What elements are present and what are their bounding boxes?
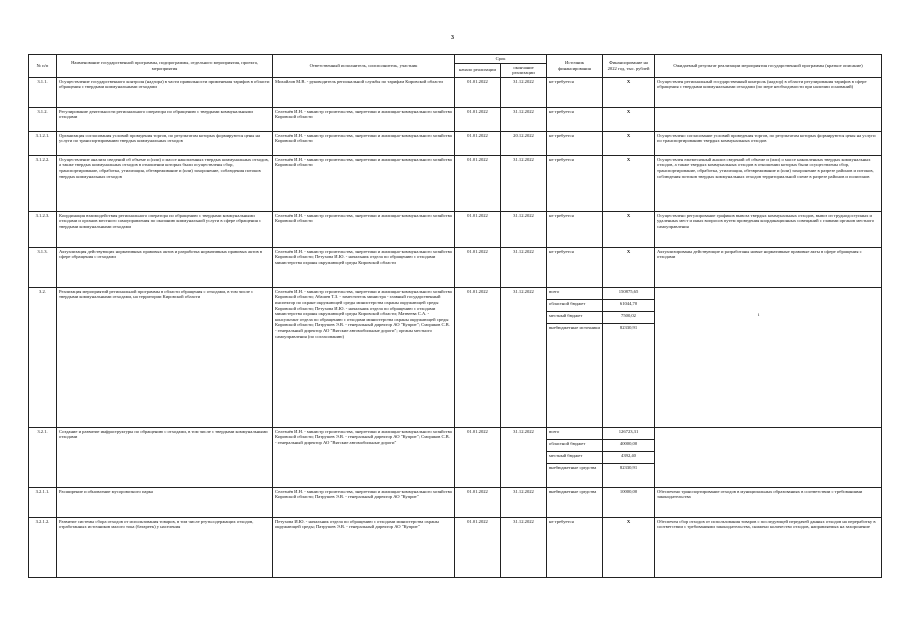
financing-value: X xyxy=(626,156,631,162)
header-source: Источник финансирования xyxy=(547,55,603,78)
row-responsible: Селезнёв И.Н. - министр строительства, энергетики и жилищно-коммунального хозяйства Кировской области; Патрушев Э.В. - генеральный директор АО "Куприт" xyxy=(273,487,455,517)
row-sources xyxy=(547,131,603,155)
row-number: 3.2.1. xyxy=(29,427,57,487)
header-row xyxy=(29,55,882,64)
row-number: 3.2. xyxy=(29,287,57,427)
row-end: 31.12.2022 xyxy=(501,155,547,211)
header-end: окончание реализации xyxy=(501,63,547,77)
row-result: Обеспечен сбор отходов от использования товаров с последующей передачей данных отходов на переработку в соответствии с требованиями законодательства, снижено количество отходов, направляемых на захоронение xyxy=(655,517,882,577)
financing-value: 61044,70 xyxy=(603,300,654,312)
source-item: не требуется xyxy=(549,212,574,218)
financing-value: X xyxy=(626,132,631,138)
table-body xyxy=(29,77,882,577)
financing-value: 126723,31 xyxy=(603,428,654,440)
row-name: Координация взаимодействия регионального оператора по обращению с твердыми коммунальными отходами и органов местного самоуправления по оказанию коммунальной услуги в сфере обращения с твердыми коммунальными отходами xyxy=(57,211,273,247)
row-number: 3.1.2. xyxy=(29,107,57,131)
table-row xyxy=(29,487,882,517)
row-name: Реализация мероприятий региональной программы в области обращения с отходами, в том числе с твердыми коммунальными отходами, на территории Кировской области xyxy=(57,287,273,427)
source-item: всего xyxy=(547,288,602,300)
row-name: Осуществление анализа сведений об объеме и (или) о массе накопленных твердых коммунальных отходов, а также твердых коммунальных отходов в отношении которых были осуществлены сбор, транспортирование, обработка, утилизация, обезвреживание и (или) захоронение, соблюдения потоков твердых коммунальных отходов xyxy=(57,155,273,211)
row-end: 31.12.2022 xyxy=(501,247,547,287)
financing-value: X xyxy=(626,248,631,254)
row-end: 31.12.2022 xyxy=(501,107,547,131)
financing-value: 4392,40 xyxy=(603,452,654,464)
header-name: Наименование государственной программы, подпрограммы, отдельного мероприятия, проекта, мероприятия xyxy=(57,55,273,78)
row-name: Актуализация действующих нормативных правовых актов и разработка нормативных правовых актов в сфере обращения с отходами xyxy=(57,247,273,287)
row-financing xyxy=(603,155,655,211)
source-item: всего xyxy=(547,428,602,440)
row-end: 31.12.2022 xyxy=(501,517,547,577)
table-row xyxy=(29,427,882,487)
row-start: 01.01.2022 xyxy=(455,131,501,155)
row-start: 01.01.2022 xyxy=(455,107,501,131)
table-row xyxy=(29,107,882,131)
row-sources xyxy=(547,211,603,247)
row-result: Обеспечено транспортирование отходов в муниципальных образованиях в соответствии с требованиями законодательства xyxy=(655,487,882,517)
row-start: 01.01.2022 xyxy=(455,211,501,247)
source-item: местный бюджет xyxy=(547,452,602,464)
row-number: 3.1.2.3. xyxy=(29,211,57,247)
source-item: не требуется xyxy=(549,132,574,138)
source-item: областной бюджет xyxy=(547,300,602,312)
row-result: Осуществлен региональный государственный контроль (надзор) в области регулирования тарифов в сфере обращения с твердыми коммунальными отходами (по мере необходимости при наличии оснований) xyxy=(655,77,882,107)
row-end: 31.12.2022 xyxy=(501,287,547,427)
stray-mark: ı xyxy=(758,313,760,318)
row-start: 01.01.2022 xyxy=(455,517,501,577)
row-number: 3.2.1.2. xyxy=(29,517,57,577)
source-item: внебюджетные средства xyxy=(549,488,597,494)
row-end: 31.12.2022 xyxy=(501,487,547,517)
source-item: местный бюджет xyxy=(547,312,602,324)
header-responsible: Ответственный исполнитель, соисполнитель, участник xyxy=(273,55,455,78)
header-term: Срок xyxy=(455,55,547,64)
row-number: 3.1.2.2. xyxy=(29,155,57,211)
row-end: 31.12.2022 xyxy=(501,211,547,247)
financing-value: 150875,65 xyxy=(603,288,654,300)
row-financing xyxy=(603,131,655,155)
row-end: 31.12.2022 xyxy=(501,427,547,487)
table-row xyxy=(29,211,882,247)
program-table xyxy=(28,54,882,578)
row-sources xyxy=(547,517,603,577)
row-name: Организация согласования условий проведения торгов, по результатам которых формируются цены на услуги по транспортированию твердых коммунальных отходов xyxy=(57,131,273,155)
row-sources xyxy=(547,427,603,487)
row-start: 01.01.2022 xyxy=(455,77,501,107)
row-sources xyxy=(547,107,603,131)
row-responsible: Селезнёв И.Н. - министр строительства, энергетики и жилищно-коммунального хозяйства Кировской области xyxy=(273,155,455,211)
row-sources xyxy=(547,487,603,517)
row-number: 3.1.2.1. xyxy=(29,131,57,155)
source-item: не требуется xyxy=(549,518,574,524)
row-name: Расширение и обновление мусоровозного парка xyxy=(57,487,273,517)
header-start: начало реализации xyxy=(455,63,501,77)
row-name: Осуществление государственного контроля (надзора) в части правильности применения тарифов в области обращения с твердыми коммунальными отходами xyxy=(57,77,273,107)
row-sources xyxy=(547,77,603,107)
row-financing xyxy=(603,487,655,517)
table-row xyxy=(29,247,882,287)
row-financing xyxy=(603,107,655,131)
row-sources xyxy=(547,247,603,287)
row-number: 3.2.1.1. xyxy=(29,487,57,517)
row-result: Осуществлено регулирование графиков вывоза твердых коммунальных отходов, вывоз из труднодоступных и удаленных мест и иных вопросов путем проведения координационных совещаний с главами органов местного самоуправления xyxy=(655,211,882,247)
row-responsible: Селезнёв И.Н. - министр строительства, энергетики и жилищно-коммунального хозяйства Кировской области; Патрушев Э.В. - генеральный директор АО "Куприт"; Сморяков С.В. - генеральный директор АО "Вятские автомобильные дороги" xyxy=(273,427,455,487)
row-financing xyxy=(603,211,655,247)
row-end: 31.12.2022 xyxy=(501,77,547,107)
row-name: Развитие системы сбора отходов от использования товаров, в том числе ртутьсодержащих отходов, отработанных источников малого тока (батареек) у населения xyxy=(57,517,273,577)
source-item: не требуется xyxy=(549,248,574,254)
row-responsible: Селезнёв И.Н. - министр строительства, энергетики и жилищно-коммунального хозяйства Кировской области xyxy=(273,107,455,131)
source-item: не требуется xyxy=(549,108,574,114)
row-sources xyxy=(547,287,603,427)
row-start: 01.01.2022 xyxy=(455,427,501,487)
row-financing xyxy=(603,427,655,487)
row-financing xyxy=(603,77,655,107)
row-result: Осуществлен ежемесячный анализ сведений об объеме и (или) о массе накопленных твердых коммунальных отходов, а также твердых коммунальных отходов в отношении которых были осуществлены сбор, транспортирование, обработка, утилизация, обезвреживание и (или) захоронение в разрезе районов и потоков, соблюдения потоков твердых коммунальных отходов территориальной схеме в разрезе районов и полигонов xyxy=(655,155,882,211)
financing-value: X xyxy=(626,78,631,84)
row-start: 01.01.2022 xyxy=(455,155,501,211)
row-sources xyxy=(547,155,603,211)
financing-value: 40000,00 xyxy=(603,440,654,452)
table-row xyxy=(29,131,882,155)
row-result xyxy=(655,427,882,487)
financing-value: X xyxy=(626,518,631,524)
source-item: областной бюджет xyxy=(547,440,602,452)
row-number: 3.1.1. xyxy=(29,77,57,107)
row-result xyxy=(655,287,882,427)
row-responsible: Селезнёв И.Н. - министр строительства, энергетики и жилищно-коммунального хозяйства Кировской области xyxy=(273,211,455,247)
row-responsible: Селезнёв И.Н. - министр строительства, энергетики и жилищно-коммунального хозяйства Кировской области; Петухова И.Ю. - начальник отдела по обращению с отходами министерства охраны окружающей среды Кировской области xyxy=(273,247,455,287)
source-item: внебюджетные источники xyxy=(549,324,600,330)
row-financing xyxy=(603,517,655,577)
source-item: не требуется xyxy=(549,156,574,162)
financing-value: 7500,02 xyxy=(603,312,654,324)
row-result: Осуществлено согласование условий проведения торгов, по результатам которых формируются цены на услуги по транспортированию твердых коммунальных отходов xyxy=(655,131,882,155)
row-financing xyxy=(603,287,655,427)
row-responsible: Селезнёв И.Н. - министр строительства, энергетики и жилищно-коммунального хозяйства Кировской области xyxy=(273,131,455,155)
row-end: 20.12.2022 xyxy=(501,131,547,155)
source-item: внебюджетные средства xyxy=(549,464,597,470)
table-row xyxy=(29,77,882,107)
header-result: Ожидаемый результат реализации мероприятия государственной программы (краткое описание) xyxy=(655,55,882,78)
row-name: Создание и развитие инфраструктуры по обращению с отходами, в том числе с твердыми коммунальными отходами xyxy=(57,427,273,487)
row-financing xyxy=(603,247,655,287)
financing-value: 82330,91 xyxy=(619,324,638,330)
row-start: 01.01.2022 xyxy=(455,487,501,517)
row-start: 01.01.2022 xyxy=(455,287,501,427)
row-responsible: Михайлов М.В. - руководитель региональной службы по тарифам Кировской области xyxy=(273,77,455,107)
financing-value: 10000,00 xyxy=(619,488,638,494)
row-name: Регулирование деятельности регионального оператора по обращению с твердыми коммунальными отходами xyxy=(57,107,273,131)
financing-value: X xyxy=(626,212,631,218)
row-number: 3.1.3. xyxy=(29,247,57,287)
financing-value: X xyxy=(626,108,631,114)
table-row xyxy=(29,287,882,427)
table-row xyxy=(29,517,882,577)
row-responsible: Петухова И.Ю. - начальник отдела по обращению с отходами министерства охраны окружающей среды; Патрушев Э.В. - генеральный директор АО "Куприт" xyxy=(273,517,455,577)
financing-value: 82330,91 xyxy=(619,464,638,470)
header-num: № п/п xyxy=(29,55,57,78)
table-row xyxy=(29,155,882,211)
source-item: не требуется xyxy=(549,78,574,84)
row-responsible: Селезнёв И.Н. - министр строительства, энергетики и жилищно-коммунального хозяйства Кировской области; Абашев Т.З. - заместитель министра - главный государственный инспектор по охране окружающей среды министерства охраны окружающей среды Кировской области; Петухова И.Ю. - начальник отдела по обращению с отходами министерства охраны окружающей среды Кировской области; Матвеева С.А. - консультант отдела по обращению с отходами министерства охраны окружающей среды Кировской области; Патрушев Э.В. - генеральный директор АО "Куприт"; Сморяков С.В. - генеральный директор АО "Вятские автомобильные дороги"; органы местного самоуправления (по согласованию) xyxy=(273,287,455,427)
row-result: Актуализированы действующие и разработаны новые нормативные правовые акты в сфере обращения с отходами xyxy=(655,247,882,287)
header-financing: Финансирование на 2022 год, тыс. рублей xyxy=(603,55,655,78)
page-number: 3 xyxy=(451,35,454,41)
row-result xyxy=(655,107,882,131)
row-start: 01.01.2022 xyxy=(455,247,501,287)
